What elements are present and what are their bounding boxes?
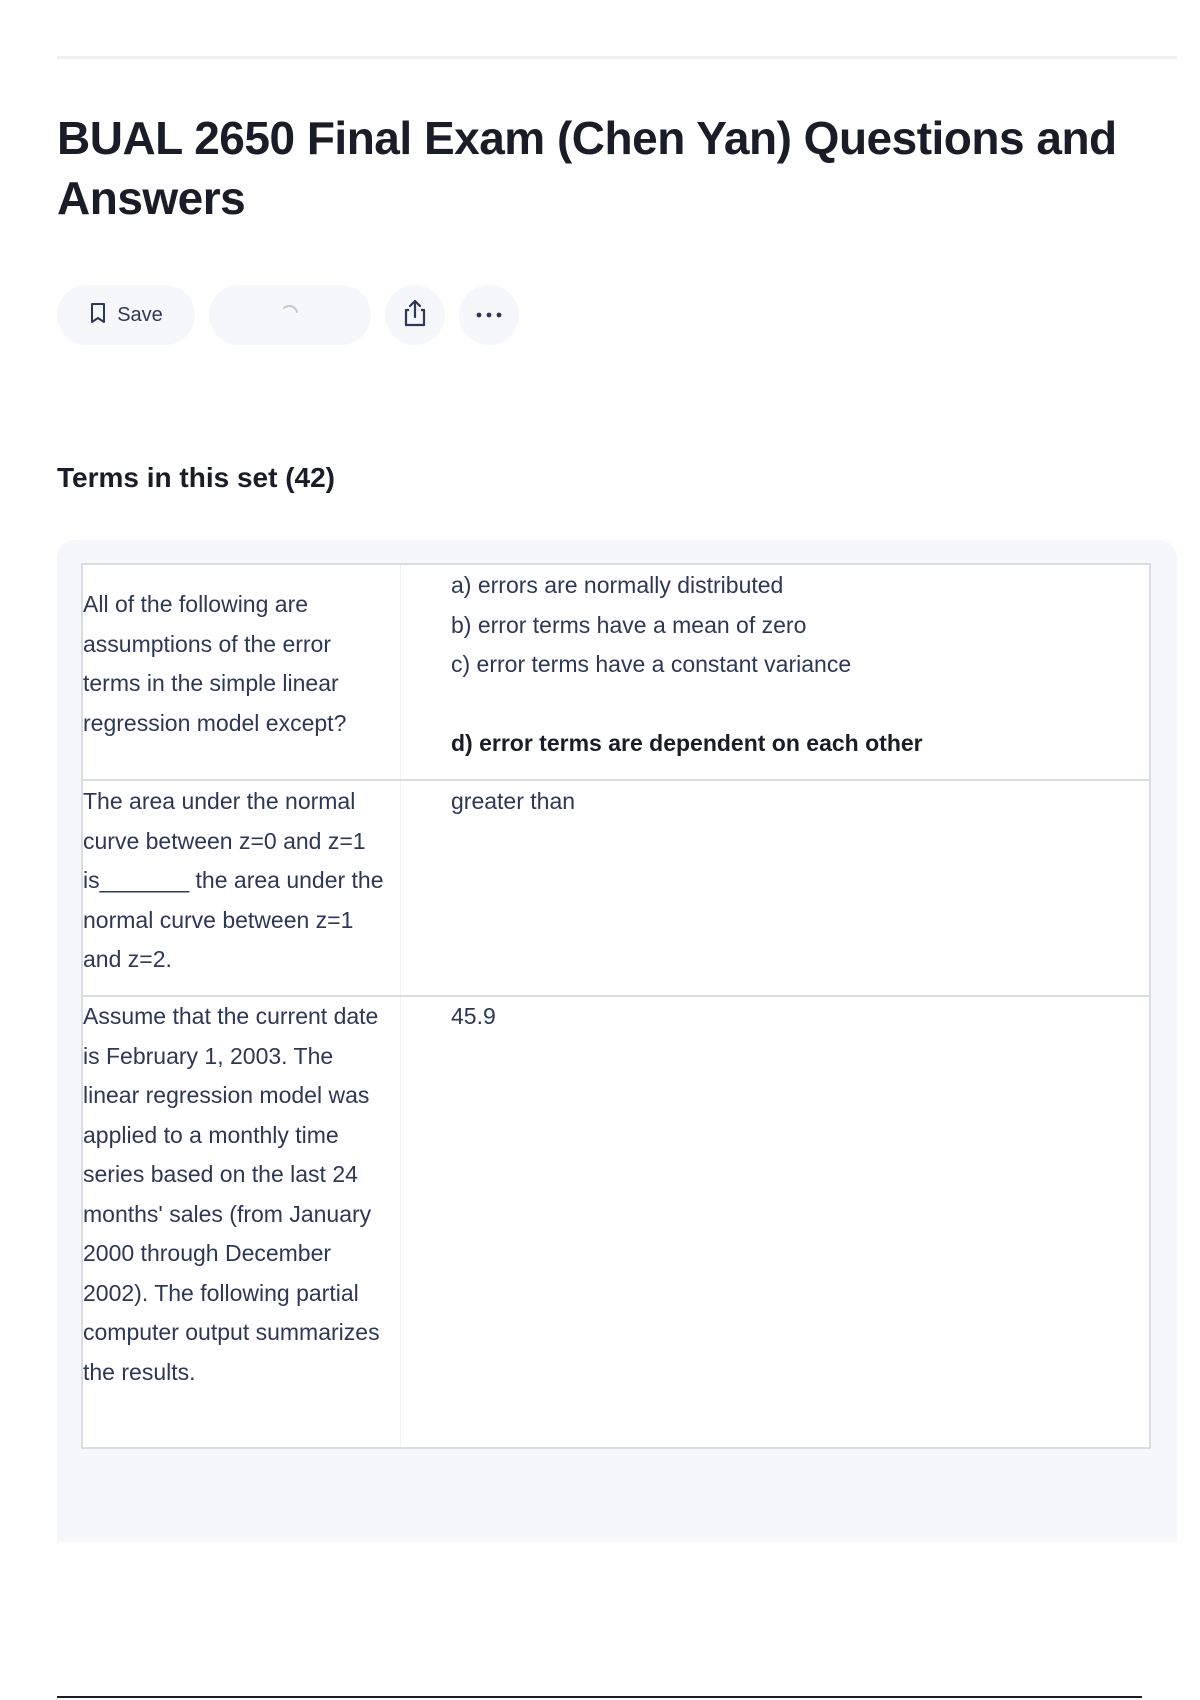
definition-text: 45.9 [451, 1003, 496, 1029]
table-row [83, 565, 1149, 781]
save-label: Save [117, 303, 163, 326]
save-button[interactable] [57, 285, 195, 345]
term-text: Assume that the current date is February 1, 2003. The linear regression model was applied to a monthly time series based on the last 24 months' sales (from January 2000 through December 2002). The following partial computer output summarizes the results. [83, 997, 401, 1447]
bookmark-icon [89, 302, 107, 329]
share-button[interactable] [385, 285, 445, 345]
page-title: BUAL 2650 Final Exam (Chen Yan) Questions and Answers [57, 112, 1117, 224]
definition-option: a) errors are normally distributed [451, 572, 784, 598]
loading-spinner-icon [279, 302, 301, 329]
table-row [83, 781, 1149, 997]
definition-option: b) error terms have a mean of zero [451, 611, 807, 638]
more-options-icon [474, 306, 504, 324]
bottom-divider [57, 1696, 1142, 1698]
definition-option: c) error terms have a constant variance [451, 651, 852, 677]
more-options-button[interactable] [459, 285, 519, 345]
definition-answer: d) error terms are dependent on each other [451, 729, 923, 756]
loading-button[interactable] [209, 285, 371, 345]
terms-heading: Terms in this set (42) [57, 462, 336, 493]
action-toolbar [57, 285, 533, 345]
share-icon [401, 298, 429, 333]
term-text: The area under the normal curve between z=0 and z=1 is_______ the area under the normal curve between z=1 and z=2. [83, 781, 401, 995]
definition-text [401, 565, 1149, 779]
terms-table [81, 563, 1151, 1449]
table-row [83, 997, 1149, 1447]
definition-text: greater than [451, 788, 576, 814]
top-divider [57, 56, 1177, 59]
term-text: All of the following are assumptions of the error terms in the simple linear regression model except? [83, 565, 401, 779]
